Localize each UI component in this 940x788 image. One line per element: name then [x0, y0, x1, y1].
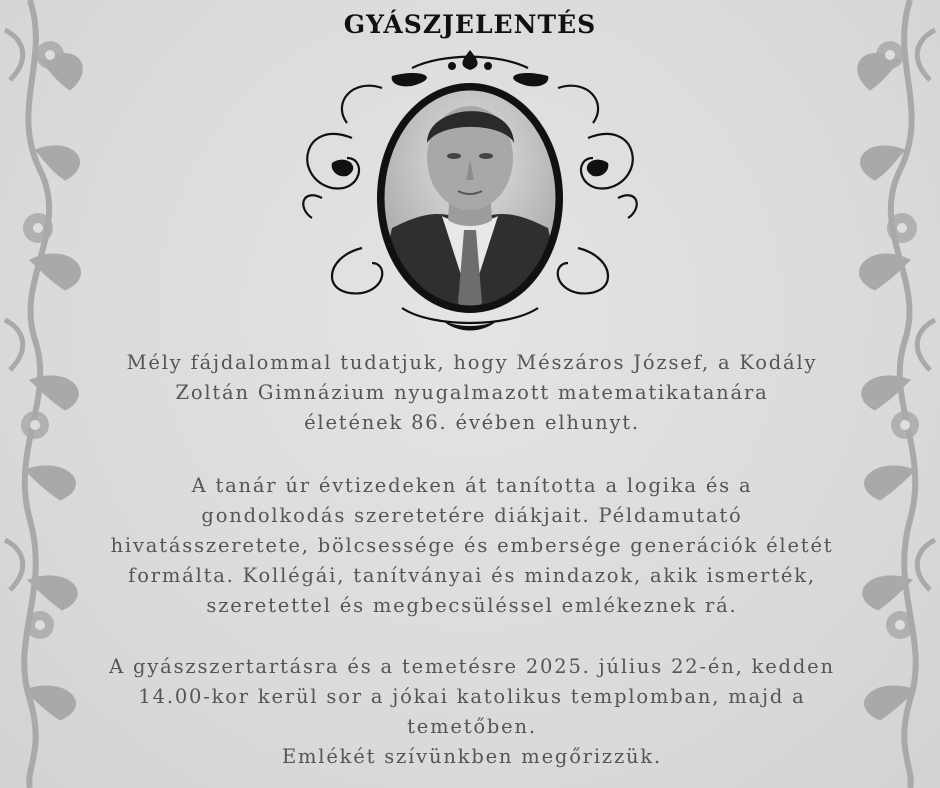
text-line: formálta. Kollégái, tanítványai és mindazok, akik ismerték, — [128, 564, 816, 587]
text-line: 14.00-kor kerül sor a jókai katolikus templomban, majd a — [138, 685, 806, 708]
text-line: szeretettel és megbecsüléssel emlékeznek rá. — [206, 594, 738, 617]
text-line: Zoltán Gimnázium nyugalmazott matematikatanára — [175, 381, 769, 404]
portrait-photo — [372, 78, 572, 318]
text-line: Emlékét szívünkben megőrizzük. — [281, 745, 663, 768]
text-line: hivatásszeretete, bölcsessége és embersége generációk életét — [110, 534, 834, 557]
text-line: A tanár úr évtizedeken át tanította a logika és a — [191, 474, 753, 497]
text-line: A gyászszertartásra és a temetésre 2025. július 22-én, kedden — [109, 655, 835, 678]
announcement-paragraph — [90, 348, 854, 438]
closing-line — [90, 742, 854, 772]
tribute-paragraph — [90, 471, 854, 621]
funeral-info-paragraph — [90, 652, 854, 742]
text-line: temetőben. — [407, 715, 537, 738]
page-title: GYÁSZJELENTÉS — [343, 10, 597, 39]
text-line: életének 86. évében elhunyt. — [304, 411, 640, 434]
text-line: Mély fájdalommal tudatjuk, hogy Mészáros József, a Kodály — [126, 351, 818, 374]
text-line: gondolkodás szeretetére diákjait. Példamutató — [201, 504, 743, 527]
portrait-frame — [292, 48, 648, 334]
